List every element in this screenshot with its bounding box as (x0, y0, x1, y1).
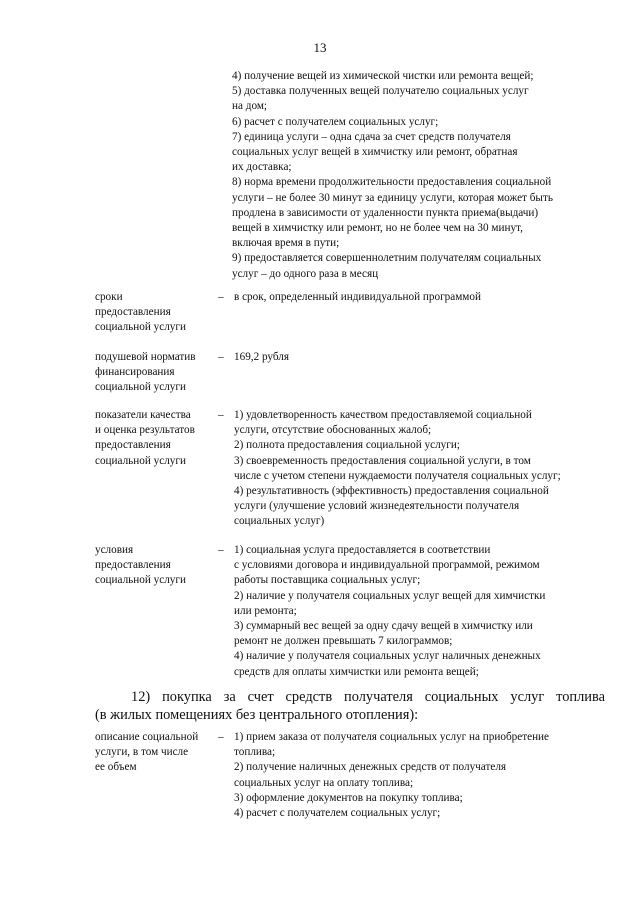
label-line: социальной услуги (95, 574, 186, 587)
dash: – (218, 409, 224, 421)
row-value (234, 730, 606, 821)
list-line: на дом; (232, 100, 268, 113)
list-line: включая время в пути; (232, 237, 340, 250)
value-line: 1) удовлетворенность качеством предоставляемой социальной (234, 409, 532, 421)
label-line: предоставления (95, 559, 171, 572)
value-line: социальных услуг на оплату топлива; (234, 776, 414, 789)
value-line: с условиями договора и индивидуальной программой, режимом (234, 559, 540, 572)
value-line: 2) полнота предоставления социальной услуги; (234, 439, 460, 452)
value-line: 1) прием заказа от получателя социальных услуг на приобретение (234, 731, 550, 743)
label-line: услуги, в том числе (95, 746, 189, 759)
value-line: в срок, определенный индивидуальной программой (234, 291, 481, 303)
label-line: ее объем (95, 761, 137, 774)
label-line: условия (95, 544, 134, 556)
label-line: социальной услуги (95, 381, 186, 394)
row-label (95, 290, 220, 336)
value-line: 2) получение наличных денежных средств от получателя (234, 761, 507, 774)
section-heading-line2: (в жилых помещениях без центрального отопления): (95, 707, 419, 723)
value-line: 3) своевременность предоставления социальной услуги, в том (234, 454, 531, 467)
value-line: 4) наличие у получателя социальных услуг наличных денежных (234, 650, 541, 663)
list-line: услуг – до одного раза в месяц (232, 267, 379, 280)
list-line: продлена в зависимости от удаленности пункта приема(выдачи) (232, 206, 539, 219)
list-line: услуги – не более 30 минут за единицу услуги, которая может быть (232, 191, 553, 204)
row-label (95, 730, 220, 776)
label-line: сроки (95, 291, 123, 303)
page-number: 13 (313, 40, 327, 55)
list-line: 9) предоставляется совершеннолетним получателям социальных (232, 252, 542, 265)
row-label (95, 408, 220, 469)
value-line: услуги (улучшение условий жизнедеятельности получателя (234, 500, 520, 513)
value-line: 2) наличие у получателя социальных услуг вещей для химчистки (234, 589, 546, 602)
value-line: социальных услуг) (234, 515, 325, 528)
label-line: социальной услуги (95, 454, 186, 467)
list-line: социальных услуг вещей в химчистку или ремонт, обратная (232, 146, 518, 159)
row-label (95, 543, 220, 589)
list-line: 6) расчет с получателем социальных услуг; (232, 115, 439, 128)
value-line: 1) социальная услуга предоставляется в соответствии (234, 544, 491, 556)
dash: – (218, 351, 224, 363)
section-heading (95, 688, 605, 724)
label-line: описание социальной (95, 731, 199, 743)
row-value (234, 350, 606, 365)
value-line: топлива; (234, 746, 276, 759)
dash: – (218, 731, 224, 743)
value-line: ремонт не должен превышать 7 килограммов; (234, 635, 453, 648)
label-line: подушевой норматив (95, 351, 196, 363)
list-line: их доставка; (232, 161, 292, 174)
list-line: 4) получение вещей из химической чистки или ремонта вещей; (232, 70, 534, 82)
label-line: показатели качества (95, 409, 191, 421)
label-line: финансирования (95, 366, 175, 379)
value-line: 3) суммарный вес вещей за одну сдачу вещей в химчистку или (234, 620, 533, 633)
dash: – (218, 544, 224, 556)
list-line: 5) доставка полученных вещей получателю социальных услуг (232, 85, 529, 98)
value-line: 3) оформление документов на покупку топлива; (234, 791, 463, 804)
value-line: 4) расчет с получателем социальных услуг; (234, 807, 441, 820)
list-line: вещей в химчистку или ремонт, но не более чем на 30 минут, (232, 222, 523, 235)
value-line: услуги, отсутствие обоснованных жалоб; (234, 424, 432, 437)
row-value (234, 543, 606, 680)
row-value (234, 408, 606, 530)
continuation-list (232, 69, 604, 282)
row-label (95, 350, 220, 396)
value-line: средств для оплаты химчистки или ремонта вещей; (234, 665, 479, 678)
value-line: числе с учетом степени нуждаемости получателя социальных услуг; (234, 469, 561, 482)
label-line: и оценка результатов (95, 424, 195, 437)
label-line: предоставления (95, 439, 171, 452)
dash: – (218, 291, 224, 303)
value-line: 169,2 рубля (234, 351, 290, 363)
list-line: 8) норма времени продолжительности предоставления социальной (232, 176, 552, 189)
section-heading-line1: 12) покупка за счет средств получателя социальных услуг топлива (131, 689, 605, 705)
label-line: предоставления (95, 306, 171, 319)
row-value (234, 290, 606, 305)
list-line: 7) единица услуги – одна сдача за счет средств получателя (232, 130, 511, 143)
value-line: 4) результативность (эффективность) предоставления социальной (234, 485, 549, 498)
value-line: работы поставщика социальных услуг; (234, 574, 421, 587)
value-line: или ремонта; (234, 604, 297, 617)
label-line: социальной услуги (95, 321, 186, 334)
